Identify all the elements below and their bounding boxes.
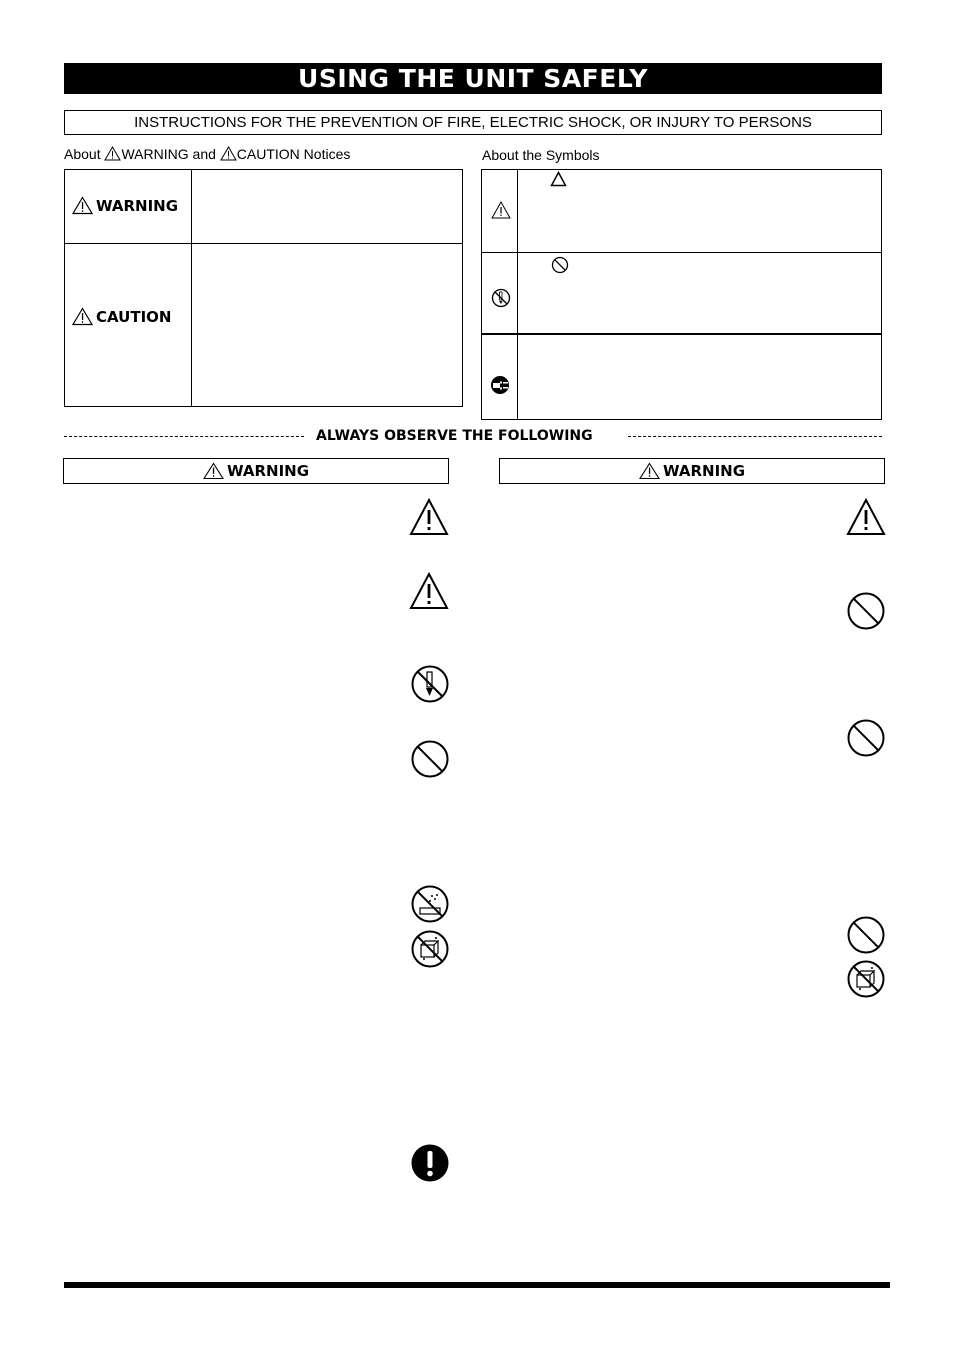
no-liquid-container-icon <box>846 959 886 999</box>
prohibited-icon <box>846 591 886 631</box>
warning-badge: WARNING <box>72 196 178 215</box>
left-warning-header: WARNING <box>63 458 449 484</box>
right-warning-header: WARNING <box>499 458 885 484</box>
symbols-table-row-divider <box>481 252 882 253</box>
symbols-heading: About the Symbols <box>482 147 600 163</box>
warning-triangle-icon <box>491 201 511 219</box>
footer-rule <box>64 1282 890 1288</box>
observe-heading: ALWAYS OBSERVE THE FOLLOWING <box>316 428 593 444</box>
warning-triangle-icon <box>639 462 660 480</box>
notices-table-divider <box>191 169 192 407</box>
warning-triangle-icon <box>220 146 237 161</box>
notices-table-row-divider <box>64 243 463 244</box>
no-water-icon <box>410 884 450 924</box>
prohibited-icon <box>846 915 886 955</box>
prohibited-icon <box>846 718 886 758</box>
warning-triangle-icon <box>72 196 93 215</box>
warning-triangle-icon <box>550 171 567 187</box>
mandatory-exclamation-icon <box>410 1143 450 1183</box>
warning-triangle-icon <box>846 498 886 536</box>
warning-triangle-icon <box>72 307 93 326</box>
page-title: USING THE UNIT SAFELY <box>64 63 882 94</box>
warning-triangle-icon <box>409 572 449 610</box>
symbols-table-row-divider <box>481 333 882 335</box>
instructions-heading: INSTRUCTIONS FOR THE PREVENTION OF FIRE, ELECTRIC SHOCK, OR INJURY TO PERSONS <box>64 110 882 135</box>
no-disassembly-icon <box>410 664 450 704</box>
caution-badge: CAUTION <box>72 307 171 326</box>
symbols-table-divider <box>517 169 518 420</box>
warning-triangle-icon <box>409 498 449 536</box>
observe-divider-right <box>628 436 882 437</box>
notices-heading: About WARNING and CAUTION Notices <box>64 146 351 162</box>
prohibited-icon <box>551 256 569 274</box>
no-liquid-container-icon <box>410 929 450 969</box>
unplug-icon <box>490 375 510 395</box>
warning-triangle-icon <box>104 146 121 161</box>
observe-divider-left <box>64 436 304 437</box>
no-disassembly-icon <box>491 288 511 308</box>
prohibited-icon <box>410 739 450 779</box>
warning-triangle-icon <box>203 462 224 480</box>
symbols-table <box>481 169 882 420</box>
